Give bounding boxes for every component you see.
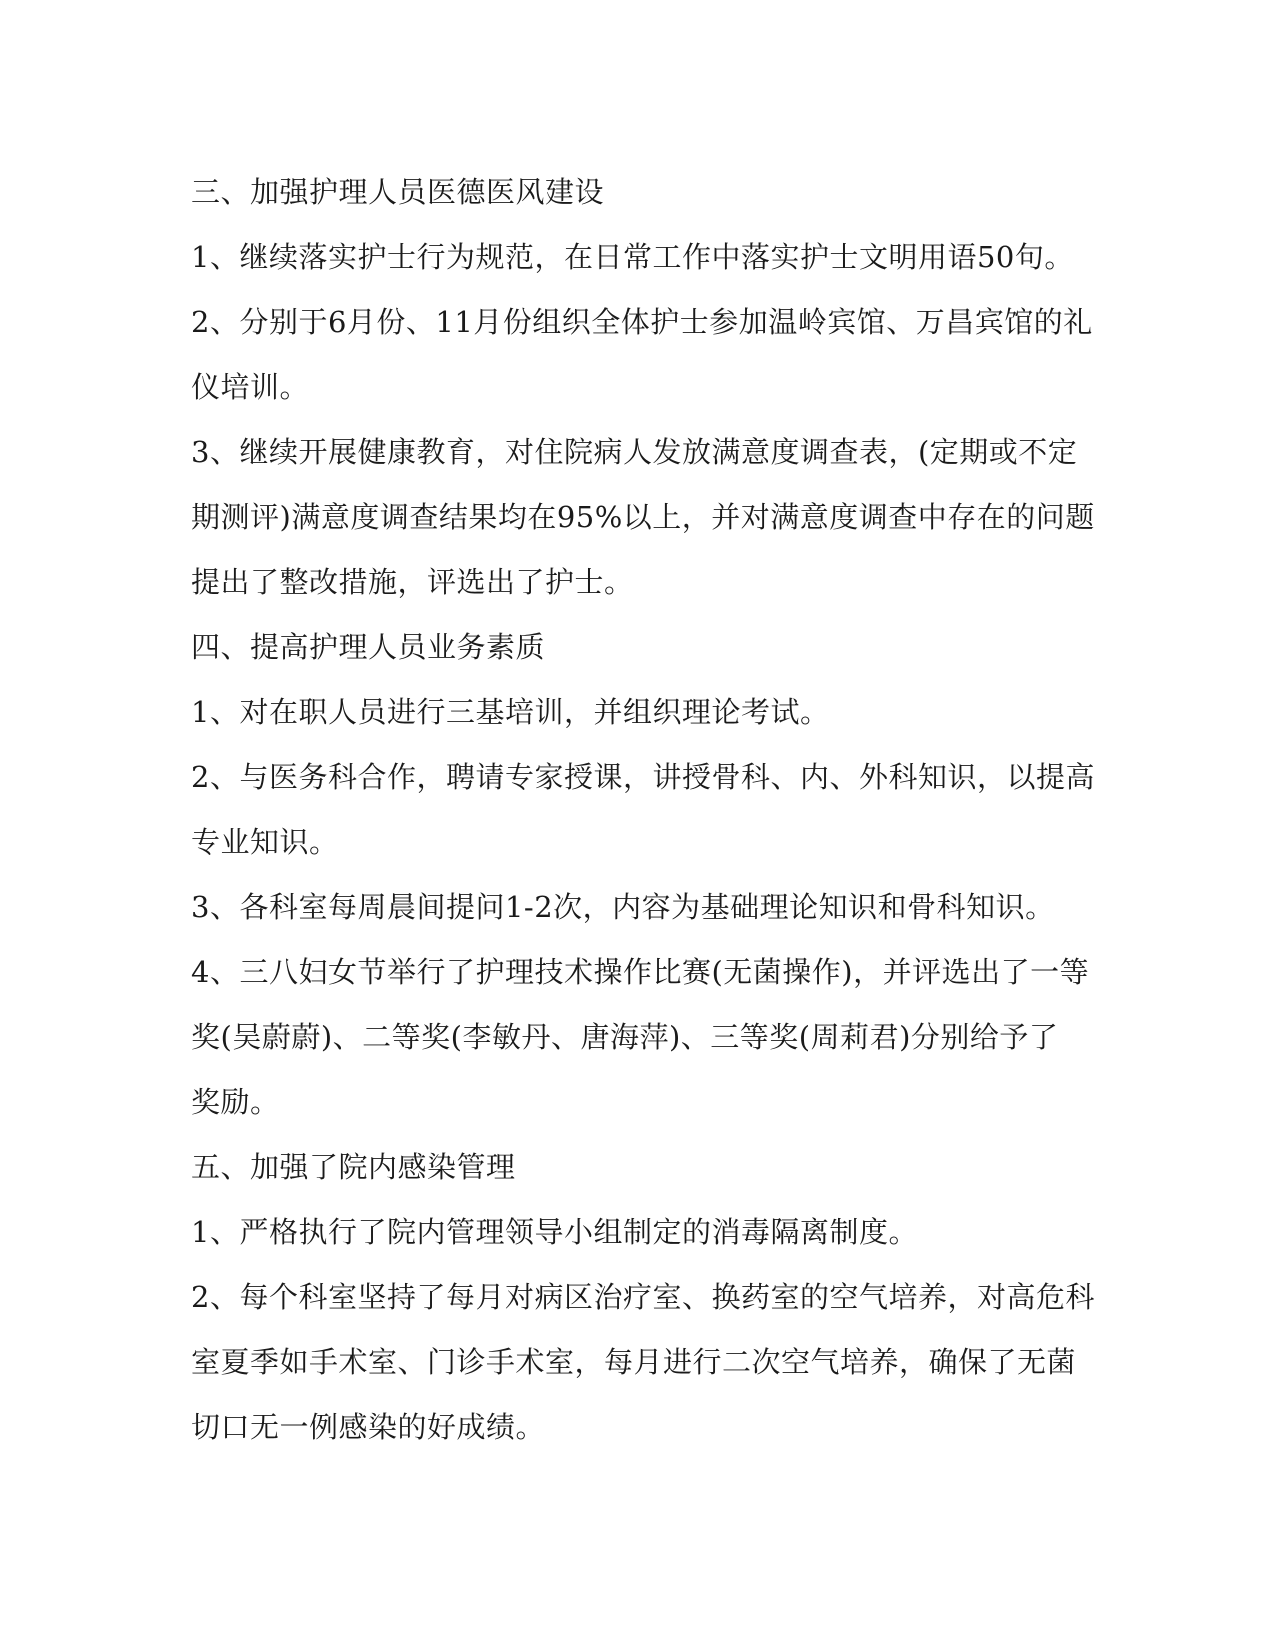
paragraph-line: 期测评)满意度调查结果均在95%以上，并对满意度调查中存在的问题: [191, 500, 1095, 534]
document-body: [191, 160, 1095, 1460]
paragraph-line: 奖励。: [191, 1085, 280, 1119]
section-heading-4: 四、提高护理人员业务素质: [191, 630, 546, 664]
paragraph-line: 2、与医务科合作，聘请专家授课，讲授骨科、内、外科知识，以提高: [191, 760, 1095, 794]
section-heading-3: 三、加强护理人员医德医风建设: [191, 175, 605, 209]
paragraph-line: 奖(吴蔚蔚)、二等奖(李敏丹、唐海萍)、三等奖(周莉君)分别给予了: [191, 1020, 1059, 1054]
paragraph-line: 3、各科室每周晨间提问1-2次，内容为基础理论知识和骨科知识。: [191, 890, 1055, 924]
paragraph-line: 切口无一例感染的好成绩。: [191, 1410, 546, 1444]
paragraph-line: 1、对在职人员进行三基培训，并组织理论考试。: [191, 695, 830, 729]
paragraph-line: 1、继续落实护士行为规范，在日常工作中落实护士文明用语50句。: [191, 240, 1074, 274]
paragraph-line: 专业知识。: [191, 825, 339, 859]
paragraph-line: 1、严格执行了院内管理领导小组制定的消毒隔离制度。: [191, 1215, 918, 1249]
paragraph-line: 4、三八妇女节举行了护理技术操作比赛(无菌操作)，并评选出了一等: [191, 955, 1090, 989]
paragraph-line: 2、分别于6月份、11月份组织全体护士参加温岭宾馆、万昌宾馆的礼: [191, 305, 1093, 339]
section-heading-5: 五、加强了院内感染管理: [191, 1150, 516, 1184]
paragraph-line: 室夏季如手术室、门诊手术室，每月进行二次空气培养，确保了无菌: [191, 1345, 1077, 1379]
paragraph-line: 3、继续开展健康教育，对住院病人发放满意度调查表，(定期或不定: [191, 435, 1078, 469]
paragraph-line: 提出了整改措施，评选出了护士。: [191, 565, 634, 599]
paragraph-line: 2、每个科室坚持了每月对病区治疗室、换药室的空气培养，对高危科: [191, 1280, 1095, 1314]
paragraph-line: 仪培训。: [191, 370, 310, 404]
